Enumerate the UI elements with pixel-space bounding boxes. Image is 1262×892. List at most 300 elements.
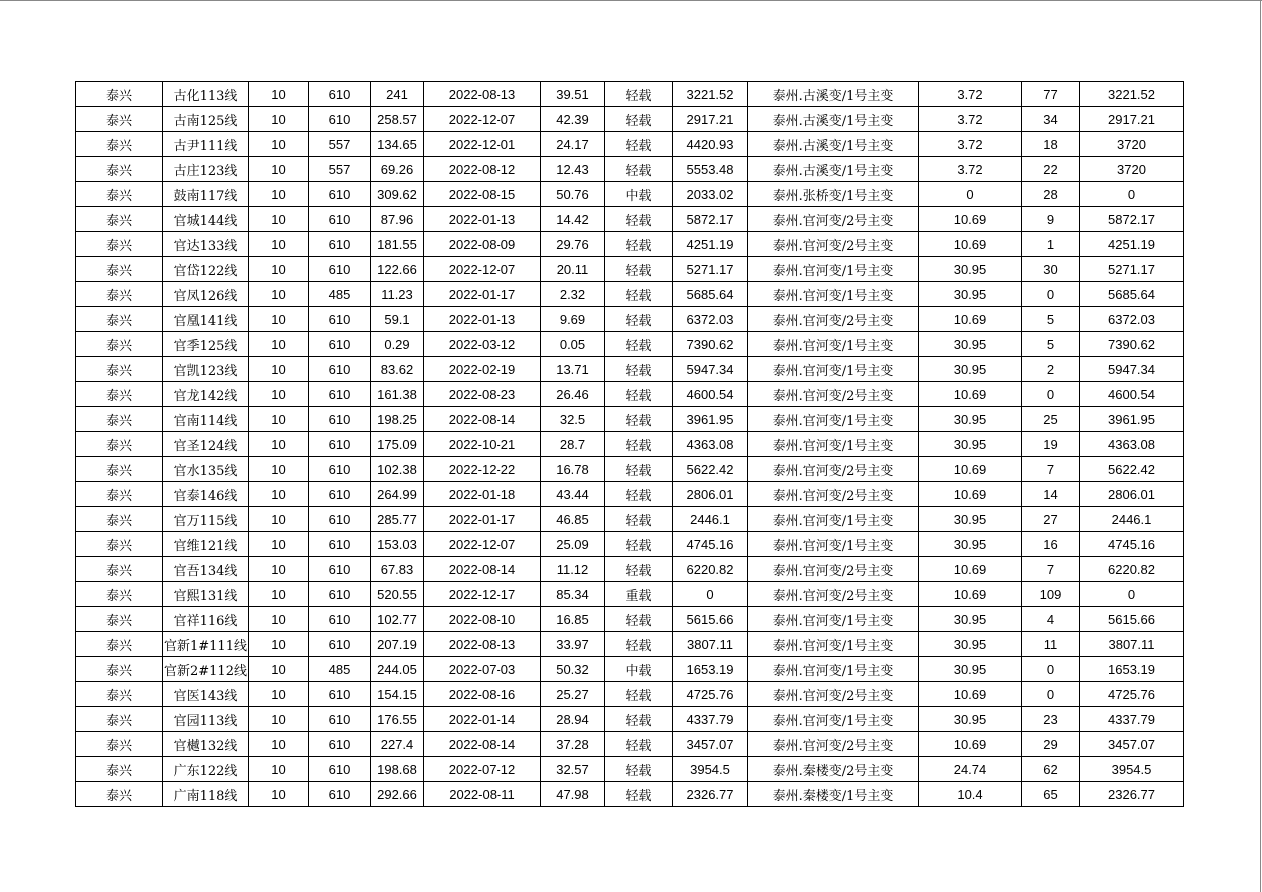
voltage-cell: 10 — [249, 157, 309, 182]
region-cell: 泰兴 — [76, 182, 163, 207]
line-name-cell: 官维121线 — [163, 532, 249, 557]
region-cell: 泰兴 — [76, 657, 163, 682]
count-cell: 7 — [1022, 457, 1080, 482]
transformer-margin-cell: 3.72 — [919, 157, 1022, 182]
line-name-cell: 古南125线 — [163, 107, 249, 132]
count-cell: 9 — [1022, 207, 1080, 232]
available-capacity-cell: 5872.17 — [673, 207, 748, 232]
available-capacity-cell: 3221.52 — [673, 82, 748, 107]
count-cell: 62 — [1022, 757, 1080, 782]
available-capacity-cell: 5685.64 — [673, 282, 748, 307]
region-cell: 泰兴 — [76, 782, 163, 807]
region-cell: 泰兴 — [76, 507, 163, 532]
transformer-margin-cell: 30.95 — [919, 282, 1022, 307]
load-rate-cell: 50.32 — [541, 657, 605, 682]
table-row — [76, 407, 1184, 432]
rated-capacity-cell: 610 — [309, 782, 371, 807]
voltage-cell: 10 — [249, 632, 309, 657]
voltage-cell: 10 — [249, 507, 309, 532]
transformer-cell: 泰州.官河变/1号主变 — [748, 707, 919, 732]
region-cell: 泰兴 — [76, 757, 163, 782]
load-status-cell: 轻载 — [605, 107, 673, 132]
transformer-cell: 泰州.秦楼变/2号主变 — [748, 757, 919, 782]
count-cell: 27 — [1022, 507, 1080, 532]
count-cell: 18 — [1022, 132, 1080, 157]
count-cell: 22 — [1022, 157, 1080, 182]
max-load-cell: 198.68 — [371, 757, 424, 782]
date-cell: 2022-08-15 — [424, 182, 541, 207]
load-rate-cell: 0.05 — [541, 332, 605, 357]
transformer-cell: 泰州.官河变/2号主变 — [748, 457, 919, 482]
region-cell: 泰兴 — [76, 282, 163, 307]
load-status-cell: 轻载 — [605, 432, 673, 457]
date-cell: 2022-08-10 — [424, 607, 541, 632]
date-cell: 2022-10-21 — [424, 432, 541, 457]
transformer-margin-cell: 30.95 — [919, 407, 1022, 432]
voltage-cell: 10 — [249, 682, 309, 707]
transformer-margin-cell: 30.95 — [919, 257, 1022, 282]
voltage-cell: 10 — [249, 207, 309, 232]
rated-capacity-cell: 610 — [309, 482, 371, 507]
transformer-cell: 泰州.官河变/2号主变 — [748, 307, 919, 332]
transformer-cell: 泰州.官河变/1号主变 — [748, 432, 919, 457]
max-load-cell: 176.55 — [371, 707, 424, 732]
voltage-cell: 10 — [249, 782, 309, 807]
transformer-cell: 泰州.官河变/2号主变 — [748, 382, 919, 407]
available-capacity-cell: 2806.01 — [673, 482, 748, 507]
final-capacity-cell: 5271.17 — [1080, 257, 1184, 282]
final-capacity-cell: 3954.5 — [1080, 757, 1184, 782]
available-capacity-cell: 3961.95 — [673, 407, 748, 432]
transformer-margin-cell: 10.69 — [919, 307, 1022, 332]
table-body — [76, 82, 1184, 807]
transformer-cell: 泰州.官河变/2号主变 — [748, 557, 919, 582]
date-cell: 2022-01-13 — [424, 307, 541, 332]
load-status-cell: 轻载 — [605, 532, 673, 557]
count-cell: 0 — [1022, 382, 1080, 407]
final-capacity-cell: 3961.95 — [1080, 407, 1184, 432]
region-cell: 泰兴 — [76, 157, 163, 182]
load-status-cell: 轻载 — [605, 207, 673, 232]
line-name-cell: 官城144线 — [163, 207, 249, 232]
load-rate-cell: 20.11 — [541, 257, 605, 282]
transformer-margin-cell: 10.69 — [919, 382, 1022, 407]
load-status-cell: 轻载 — [605, 357, 673, 382]
available-capacity-cell: 1653.19 — [673, 657, 748, 682]
region-cell: 泰兴 — [76, 532, 163, 557]
rated-capacity-cell: 610 — [309, 732, 371, 757]
date-cell: 2022-07-12 — [424, 757, 541, 782]
rated-capacity-cell: 610 — [309, 582, 371, 607]
voltage-cell: 10 — [249, 607, 309, 632]
count-cell: 109 — [1022, 582, 1080, 607]
rated-capacity-cell: 610 — [309, 632, 371, 657]
transformer-margin-cell: 0 — [919, 182, 1022, 207]
date-cell: 2022-01-14 — [424, 707, 541, 732]
transformer-cell: 泰州.古溪变/1号主变 — [748, 82, 919, 107]
count-cell: 16 — [1022, 532, 1080, 557]
line-name-cell: 官新1#111线 — [163, 632, 249, 657]
load-status-cell: 轻载 — [605, 782, 673, 807]
region-cell: 泰兴 — [76, 207, 163, 232]
final-capacity-cell: 0 — [1080, 582, 1184, 607]
date-cell: 2022-08-14 — [424, 732, 541, 757]
count-cell: 14 — [1022, 482, 1080, 507]
available-capacity-cell: 4251.19 — [673, 232, 748, 257]
transformer-cell: 泰州.秦楼变/1号主变 — [748, 782, 919, 807]
final-capacity-cell: 6372.03 — [1080, 307, 1184, 332]
max-load-cell: 122.66 — [371, 257, 424, 282]
transformer-margin-cell: 3.72 — [919, 107, 1022, 132]
rated-capacity-cell: 610 — [309, 332, 371, 357]
date-cell: 2022-12-07 — [424, 257, 541, 282]
transformer-margin-cell: 30.95 — [919, 707, 1022, 732]
load-status-cell: 轻载 — [605, 557, 673, 582]
final-capacity-cell: 2806.01 — [1080, 482, 1184, 507]
count-cell: 25 — [1022, 407, 1080, 432]
load-status-cell: 中载 — [605, 657, 673, 682]
transformer-cell: 泰州.官河变/1号主变 — [748, 357, 919, 382]
table-row — [76, 182, 1184, 207]
table-row — [76, 282, 1184, 307]
available-capacity-cell: 7390.62 — [673, 332, 748, 357]
available-capacity-cell: 4337.79 — [673, 707, 748, 732]
voltage-cell: 10 — [249, 432, 309, 457]
transformer-cell: 泰州.官河变/1号主变 — [748, 407, 919, 432]
region-cell: 泰兴 — [76, 382, 163, 407]
table-row — [76, 332, 1184, 357]
transformer-cell: 泰州.官河变/2号主变 — [748, 232, 919, 257]
load-rate-cell: 12.43 — [541, 157, 605, 182]
region-cell: 泰兴 — [76, 407, 163, 432]
voltage-cell: 10 — [249, 82, 309, 107]
final-capacity-cell: 6220.82 — [1080, 557, 1184, 582]
transformer-margin-cell: 10.69 — [919, 207, 1022, 232]
voltage-cell: 10 — [249, 707, 309, 732]
load-rate-cell: 26.46 — [541, 382, 605, 407]
voltage-cell: 10 — [249, 582, 309, 607]
rated-capacity-cell: 610 — [309, 232, 371, 257]
voltage-cell: 10 — [249, 482, 309, 507]
load-status-cell: 轻载 — [605, 82, 673, 107]
max-load-cell: 154.15 — [371, 682, 424, 707]
load-rate-cell: 25.09 — [541, 532, 605, 557]
line-name-cell: 古庄123线 — [163, 157, 249, 182]
line-name-cell: 古尹111线 — [163, 132, 249, 157]
rated-capacity-cell: 557 — [309, 157, 371, 182]
transformer-cell: 泰州.官河变/2号主变 — [748, 732, 919, 757]
rated-capacity-cell: 610 — [309, 707, 371, 732]
rated-capacity-cell: 610 — [309, 182, 371, 207]
date-cell: 2022-12-07 — [424, 107, 541, 132]
voltage-cell: 10 — [249, 357, 309, 382]
date-cell: 2022-08-16 — [424, 682, 541, 707]
table-row — [76, 132, 1184, 157]
final-capacity-cell: 4337.79 — [1080, 707, 1184, 732]
page-right-edge — [1260, 0, 1261, 892]
max-load-cell: 153.03 — [371, 532, 424, 557]
line-name-cell: 官新2#112线 — [163, 657, 249, 682]
load-status-cell: 轻载 — [605, 407, 673, 432]
max-load-cell: 11.23 — [371, 282, 424, 307]
date-cell: 2022-12-17 — [424, 582, 541, 607]
transformer-cell: 泰州.古溪变/1号主变 — [748, 107, 919, 132]
region-cell: 泰兴 — [76, 457, 163, 482]
count-cell: 23 — [1022, 707, 1080, 732]
final-capacity-cell: 0 — [1080, 182, 1184, 207]
available-capacity-cell: 6372.03 — [673, 307, 748, 332]
rated-capacity-cell: 610 — [309, 357, 371, 382]
load-status-cell: 轻载 — [605, 682, 673, 707]
max-load-cell: 102.77 — [371, 607, 424, 632]
load-rate-cell: 47.98 — [541, 782, 605, 807]
load-rate-cell: 25.27 — [541, 682, 605, 707]
load-status-cell: 轻载 — [605, 732, 673, 757]
load-rate-cell: 39.51 — [541, 82, 605, 107]
load-rate-cell: 85.34 — [541, 582, 605, 607]
available-capacity-cell: 5553.48 — [673, 157, 748, 182]
table-row — [76, 532, 1184, 557]
max-load-cell: 134.65 — [371, 132, 424, 157]
date-cell: 2022-08-14 — [424, 407, 541, 432]
transformer-margin-cell: 30.95 — [919, 532, 1022, 557]
transformer-margin-cell: 3.72 — [919, 82, 1022, 107]
date-cell: 2022-03-12 — [424, 332, 541, 357]
load-rate-cell: 43.44 — [541, 482, 605, 507]
table-row — [76, 482, 1184, 507]
table-row — [76, 607, 1184, 632]
max-load-cell: 83.62 — [371, 357, 424, 382]
max-load-cell: 207.19 — [371, 632, 424, 657]
rated-capacity-cell: 610 — [309, 757, 371, 782]
transformer-margin-cell: 10.69 — [919, 232, 1022, 257]
available-capacity-cell: 3807.11 — [673, 632, 748, 657]
load-rate-cell: 16.78 — [541, 457, 605, 482]
available-capacity-cell: 3457.07 — [673, 732, 748, 757]
region-cell: 泰兴 — [76, 107, 163, 132]
date-cell: 2022-08-13 — [424, 82, 541, 107]
final-capacity-cell: 3457.07 — [1080, 732, 1184, 757]
load-status-cell: 轻载 — [605, 332, 673, 357]
table-row — [76, 232, 1184, 257]
count-cell: 0 — [1022, 682, 1080, 707]
line-name-cell: 古化113线 — [163, 82, 249, 107]
load-rate-cell: 32.5 — [541, 407, 605, 432]
load-status-cell: 中载 — [605, 182, 673, 207]
load-rate-cell: 11.12 — [541, 557, 605, 582]
max-load-cell: 87.96 — [371, 207, 424, 232]
count-cell: 28 — [1022, 182, 1080, 207]
table-row — [76, 82, 1184, 107]
voltage-cell: 10 — [249, 407, 309, 432]
max-load-cell: 198.25 — [371, 407, 424, 432]
page-top-edge — [0, 0, 1262, 1]
count-cell: 5 — [1022, 332, 1080, 357]
load-rate-cell: 32.57 — [541, 757, 605, 782]
date-cell: 2022-08-11 — [424, 782, 541, 807]
load-status-cell: 轻载 — [605, 257, 673, 282]
transformer-cell: 泰州.官河变/1号主变 — [748, 257, 919, 282]
line-name-cell: 官水135线 — [163, 457, 249, 482]
transformer-margin-cell: 3.72 — [919, 132, 1022, 157]
load-status-cell: 轻载 — [605, 457, 673, 482]
line-name-cell: 官吾134线 — [163, 557, 249, 582]
final-capacity-cell: 3807.11 — [1080, 632, 1184, 657]
transformer-margin-cell: 10.4 — [919, 782, 1022, 807]
rated-capacity-cell: 610 — [309, 207, 371, 232]
max-load-cell: 59.1 — [371, 307, 424, 332]
count-cell: 29 — [1022, 732, 1080, 757]
max-load-cell: 102.38 — [371, 457, 424, 482]
date-cell: 2022-08-09 — [424, 232, 541, 257]
region-cell: 泰兴 — [76, 357, 163, 382]
rated-capacity-cell: 485 — [309, 657, 371, 682]
table-row — [76, 732, 1184, 757]
table-row — [76, 257, 1184, 282]
final-capacity-cell: 7390.62 — [1080, 332, 1184, 357]
date-cell: 2022-08-23 — [424, 382, 541, 407]
region-cell: 泰兴 — [76, 632, 163, 657]
final-capacity-cell: 5615.66 — [1080, 607, 1184, 632]
available-capacity-cell: 2326.77 — [673, 782, 748, 807]
available-capacity-cell: 5615.66 — [673, 607, 748, 632]
table-row — [76, 382, 1184, 407]
region-cell: 泰兴 — [76, 707, 163, 732]
available-capacity-cell: 2033.02 — [673, 182, 748, 207]
rated-capacity-cell: 610 — [309, 532, 371, 557]
region-cell: 泰兴 — [76, 257, 163, 282]
line-name-cell: 官园113线 — [163, 707, 249, 732]
date-cell: 2022-08-13 — [424, 632, 541, 657]
date-cell: 2022-01-18 — [424, 482, 541, 507]
load-status-cell: 轻载 — [605, 157, 673, 182]
load-status-cell: 轻载 — [605, 707, 673, 732]
max-load-cell: 69.26 — [371, 157, 424, 182]
available-capacity-cell: 4745.16 — [673, 532, 748, 557]
rated-capacity-cell: 610 — [309, 107, 371, 132]
final-capacity-cell: 4600.54 — [1080, 382, 1184, 407]
count-cell: 7 — [1022, 557, 1080, 582]
available-capacity-cell: 6220.82 — [673, 557, 748, 582]
transformer-margin-cell: 10.69 — [919, 732, 1022, 757]
load-rate-cell: 46.85 — [541, 507, 605, 532]
date-cell: 2022-01-17 — [424, 282, 541, 307]
count-cell: 5 — [1022, 307, 1080, 332]
available-capacity-cell: 5622.42 — [673, 457, 748, 482]
voltage-cell: 10 — [249, 532, 309, 557]
line-name-cell: 官达133线 — [163, 232, 249, 257]
count-cell: 1 — [1022, 232, 1080, 257]
table-row — [76, 107, 1184, 132]
region-cell: 泰兴 — [76, 582, 163, 607]
voltage-cell: 10 — [249, 332, 309, 357]
transformer-margin-cell: 10.69 — [919, 582, 1022, 607]
available-capacity-cell: 5947.34 — [673, 357, 748, 382]
rated-capacity-cell: 557 — [309, 132, 371, 157]
load-status-cell: 轻载 — [605, 382, 673, 407]
load-rate-cell: 50.76 — [541, 182, 605, 207]
max-load-cell: 264.99 — [371, 482, 424, 507]
available-capacity-cell: 4420.93 — [673, 132, 748, 157]
table-row — [76, 707, 1184, 732]
table-row — [76, 682, 1184, 707]
load-status-cell: 轻载 — [605, 232, 673, 257]
table-row — [76, 307, 1184, 332]
date-cell: 2022-01-13 — [424, 207, 541, 232]
region-cell: 泰兴 — [76, 432, 163, 457]
table-row — [76, 632, 1184, 657]
date-cell: 2022-12-22 — [424, 457, 541, 482]
line-name-cell: 官熙131线 — [163, 582, 249, 607]
transformer-margin-cell: 30.95 — [919, 607, 1022, 632]
transformer-cell: 泰州.张桥变/1号主变 — [748, 182, 919, 207]
line-name-cell: 官季125线 — [163, 332, 249, 357]
load-rate-cell: 13.71 — [541, 357, 605, 382]
line-name-cell: 鼓南117线 — [163, 182, 249, 207]
available-capacity-cell: 5271.17 — [673, 257, 748, 282]
region-cell: 泰兴 — [76, 682, 163, 707]
count-cell: 4 — [1022, 607, 1080, 632]
transformer-margin-cell: 30.95 — [919, 332, 1022, 357]
voltage-cell: 10 — [249, 557, 309, 582]
max-load-cell: 258.57 — [371, 107, 424, 132]
load-status-cell: 轻载 — [605, 507, 673, 532]
max-load-cell: 175.09 — [371, 432, 424, 457]
load-status-cell: 重载 — [605, 582, 673, 607]
table-row — [76, 757, 1184, 782]
voltage-cell: 10 — [249, 107, 309, 132]
max-load-cell: 67.83 — [371, 557, 424, 582]
date-cell: 2022-08-14 — [424, 557, 541, 582]
max-load-cell: 181.55 — [371, 232, 424, 257]
available-capacity-cell: 2917.21 — [673, 107, 748, 132]
load-rate-cell: 16.85 — [541, 607, 605, 632]
transformer-cell: 泰州.官河变/2号主变 — [748, 207, 919, 232]
final-capacity-cell: 2326.77 — [1080, 782, 1184, 807]
table-row — [76, 157, 1184, 182]
count-cell: 19 — [1022, 432, 1080, 457]
available-capacity-cell: 4725.76 — [673, 682, 748, 707]
transformer-margin-cell: 24.74 — [919, 757, 1022, 782]
rated-capacity-cell: 610 — [309, 382, 371, 407]
voltage-cell: 10 — [249, 382, 309, 407]
load-rate-cell: 14.42 — [541, 207, 605, 232]
voltage-cell: 10 — [249, 132, 309, 157]
transformer-margin-cell: 30.95 — [919, 357, 1022, 382]
max-load-cell: 520.55 — [371, 582, 424, 607]
line-name-cell: 官圣124线 — [163, 432, 249, 457]
line-name-cell: 广东122线 — [163, 757, 249, 782]
table-row — [76, 432, 1184, 457]
region-cell: 泰兴 — [76, 732, 163, 757]
transformer-margin-cell: 10.69 — [919, 557, 1022, 582]
final-capacity-cell: 4363.08 — [1080, 432, 1184, 457]
max-load-cell: 309.62 — [371, 182, 424, 207]
line-name-cell: 官凯123线 — [163, 357, 249, 382]
rated-capacity-cell: 610 — [309, 307, 371, 332]
table-row — [76, 657, 1184, 682]
transformer-margin-cell: 30.95 — [919, 657, 1022, 682]
rated-capacity-cell: 610 — [309, 682, 371, 707]
transformer-cell: 泰州.古溪变/1号主变 — [748, 132, 919, 157]
rated-capacity-cell: 610 — [309, 432, 371, 457]
rated-capacity-cell: 485 — [309, 282, 371, 307]
rated-capacity-cell: 610 — [309, 457, 371, 482]
rated-capacity-cell: 610 — [309, 607, 371, 632]
max-load-cell: 244.05 — [371, 657, 424, 682]
final-capacity-cell: 5872.17 — [1080, 207, 1184, 232]
date-cell: 2022-12-01 — [424, 132, 541, 157]
